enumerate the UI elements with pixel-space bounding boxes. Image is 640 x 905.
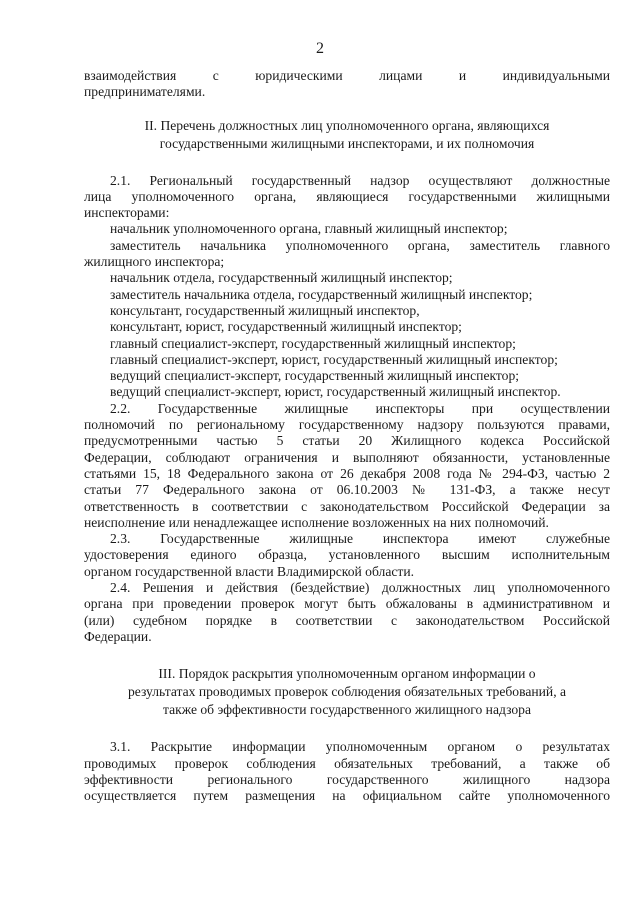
list-item: заместитель начальника отдела, государственный жилищный инспектор; [110,286,533,302]
list-item: консультант, юрист, государственный жилищный инспектор; [110,319,462,335]
list-item: ведущий специалист-эксперт, юрист, государственный жилищный инспектор. [110,384,561,400]
text-line: предпринимателями. [84,84,206,100]
text-line: 2.3. Государственные жилищные инспектора имеют служебные [110,531,610,547]
text-line: 2.1. Региональный государственный надзор осуществляют должностные [110,172,610,188]
positions-list [84,221,610,400]
text-line: проводимых проверок соблюдения обязательных требований, а также об [84,755,610,771]
list-item: начальник уполномоченного органа, главный жилищный инспектор; [110,221,508,237]
text-line: лица уполномоченного органа, являющиеся государственными жилищными [84,188,610,204]
list-item: заместитель начальника уполномоченного органа, заместитель главного [110,237,610,253]
list-item: главный специалист-эксперт, юрист, государственный жилищный инспектор; [110,351,558,367]
text-line: Федерации. [84,628,152,644]
paragraph-3-1 [84,739,610,804]
list-item: главный специалист-эксперт, государственный жилищный инспектор; [110,335,516,351]
text-line: инспекторами: [84,205,170,221]
text-line: 2.2. Государственные жилищные инспекторы при осуществлении [110,400,610,416]
text-line: (или) судебном порядке в соответствии с законодательством Российской [84,612,610,628]
list-item: консультант, государственный жилищный инспектор, [110,302,420,318]
paragraph-2-3 [84,531,610,580]
heading-line: также об эффективности государственного жилищного надзора [163,702,531,718]
list-item: ведущий специалист-эксперт, государственный жилищный инспектор; [110,368,520,384]
paragraph-2-1 [84,173,610,222]
intro-paragraph [84,68,610,101]
text-line: 2.4. Решения и действия (бездействие) должностных лиц уполномоченного [110,580,610,596]
text-line: взаимодействия с юридическими лицами и индивидуальными [84,68,610,83]
text-line: неисполнение или ненадлежащее исполнение возложенных на них полномочий. [84,514,549,530]
paragraph-2-4 [84,580,610,645]
text-line: эффективности регионального государственного жилищного надзора [84,771,610,787]
text-line: удостоверения единого образца, установленного высшим исполнительным [84,547,610,563]
heading-line: II. Перечень должностных лиц уполномоченного органа, являющихся [144,117,550,133]
text-line: предусмотренными частью 5 статьи 20 Жилищного кодекса Российской [84,433,610,449]
section-2-heading [84,117,610,153]
text-line: ответственность в соответствии с законодательством Российской Федерации за [84,498,610,514]
paragraph-2-2 [84,401,610,531]
text-line: 3.1. Раскрытие информации уполномоченным органом о результатах [110,739,610,755]
text-line: органа при проведении проверок могут быть обжалованы в административном и [84,596,610,612]
text-line: полномочий по региональному государственному надзору пользуются правами, [84,417,610,433]
list-item: начальник отдела, государственный жилищный инспектор; [110,270,453,286]
page-number: 2 [316,40,324,57]
text-line: статьями 15, 18 Федерального закона от 26 декабря 2008 года № 294-ФЗ, частью 2 [84,465,610,481]
text-line: статьи 77 Федерального закона от 06.10.2003 № 131-ФЗ, а также несут [84,482,610,498]
heading-line: III. Порядок раскрытия уполномоченным органом информации о [158,666,536,682]
heading-line: государственными жилищными инспекторами, и их полномочия [159,135,535,151]
list-item: жилищного инспектора; [84,254,225,270]
text-line: Федерации, соблюдают ограничения и выполняют обязанности, установленные [84,449,610,465]
text-line: органом государственной власти Владимирской области. [84,563,415,579]
text-line: осуществляется путем размещения на официальном сайте уполномоченного [84,788,610,804]
section-3-heading [84,665,610,719]
document-body [84,68,610,804]
heading-line: результатах проводимых проверок соблюдения обязательных требований, а [127,684,567,700]
